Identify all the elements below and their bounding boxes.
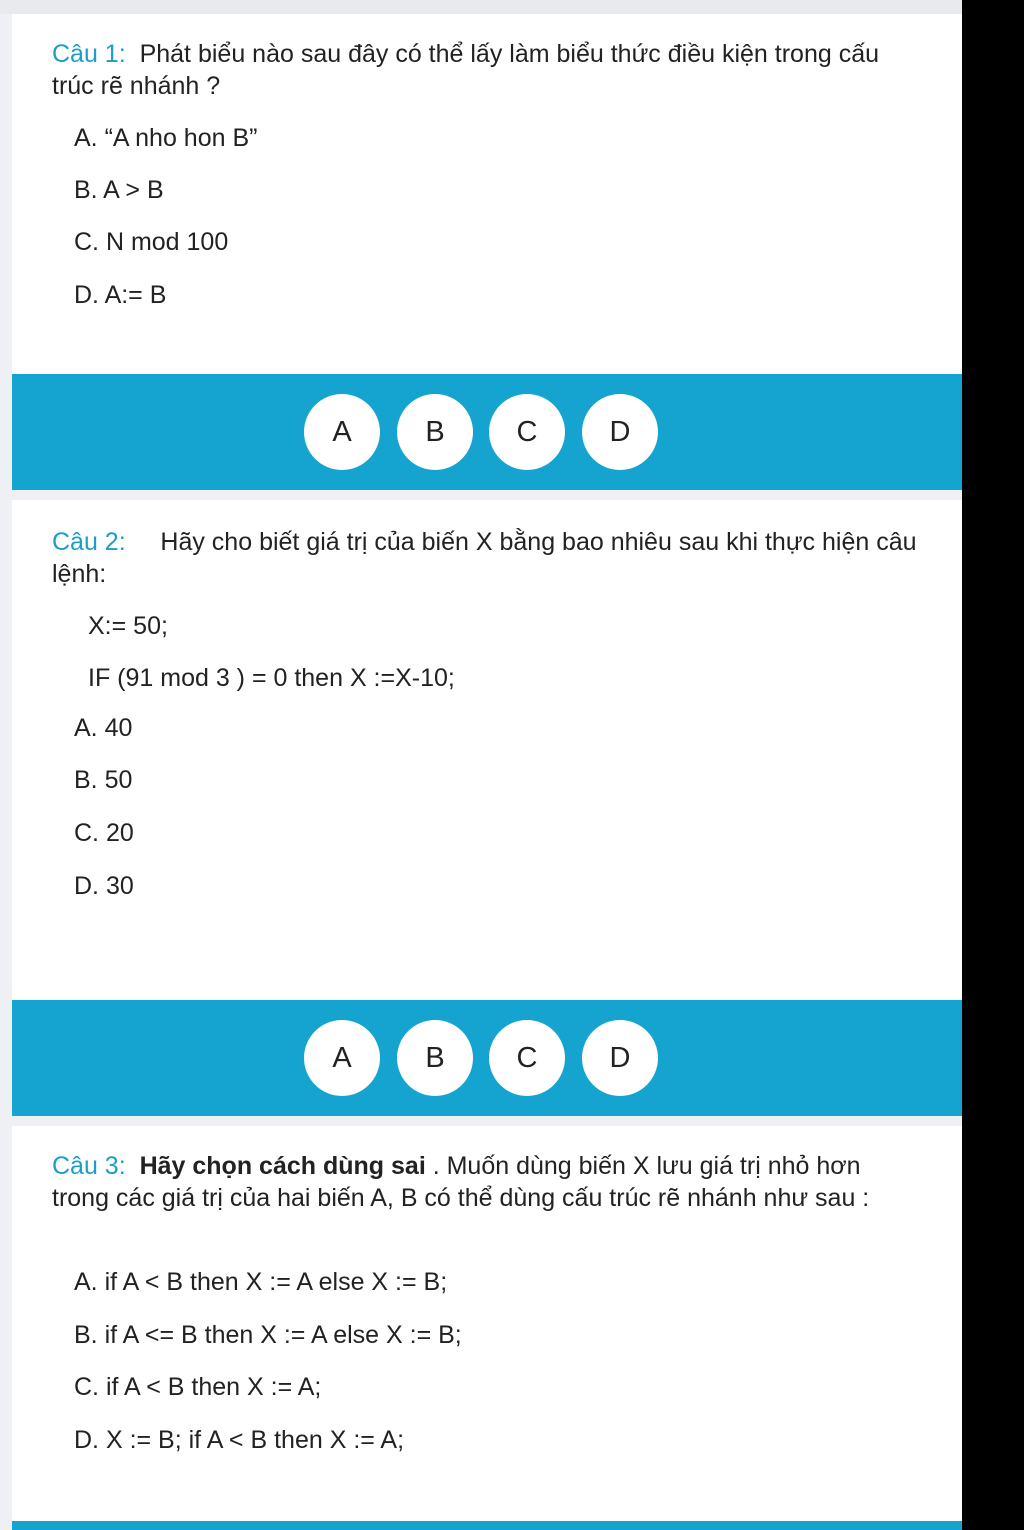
answer-2-button-b[interactable]: B bbox=[397, 1020, 473, 1096]
answer-2-button-c[interactable]: C bbox=[489, 1020, 565, 1096]
question-3-option-c: C. if A < B then X := A; bbox=[74, 1373, 322, 1401]
question-2-label: Câu 2: bbox=[52, 528, 126, 556]
question-1-body: Phát biểu nào sau đây có thể lấy làm biểu thức điều kiện trong cấu trúc rẽ nhánh ? bbox=[52, 40, 880, 100]
answer-bar-2 bbox=[12, 1000, 962, 1116]
question-1-option-c: C. N mod 100 bbox=[74, 228, 229, 256]
answer-bar-1 bbox=[12, 374, 962, 490]
question-3-bold-text: Hãy chọn cách dùng sai bbox=[139, 1152, 426, 1180]
answer-1-button-d[interactable]: D bbox=[582, 394, 658, 470]
answer-2-button-d[interactable]: D bbox=[582, 1020, 658, 1096]
question-2-code-line-1: X:= 50; bbox=[88, 612, 168, 640]
question-3-option-a: A. if A < B then X := A else X := B; bbox=[74, 1268, 448, 1296]
question-2-option-b: B. 50 bbox=[74, 766, 133, 794]
top-strip bbox=[0, 0, 962, 14]
question-card-3 bbox=[12, 1126, 962, 1521]
question-2-option-a: A. 40 bbox=[74, 714, 133, 742]
question-3-label: Câu 3: bbox=[52, 1152, 126, 1180]
question-1-option-b: B. A > B bbox=[74, 176, 164, 204]
question-3-option-d: D. X := B; if A < B then X := A; bbox=[74, 1426, 405, 1454]
answer-bar-3-edge bbox=[12, 1521, 962, 1530]
answer-1-button-c[interactable]: C bbox=[489, 394, 565, 470]
question-1-option-a: A. “A nho hon B” bbox=[74, 124, 258, 152]
question-card-1 bbox=[12, 14, 962, 374]
question-1-text bbox=[52, 38, 922, 102]
answer-1-button-a[interactable]: A bbox=[304, 394, 380, 470]
question-2-text bbox=[52, 526, 922, 590]
right-rail bbox=[962, 0, 1024, 1530]
question-3-option-b: B. if A <= B then X := A else X := B; bbox=[74, 1321, 462, 1349]
question-card-2 bbox=[12, 500, 962, 1000]
question-2-option-c: C. 20 bbox=[74, 819, 134, 847]
question-3-text bbox=[52, 1150, 922, 1214]
question-1-option-d: D. A:= B bbox=[74, 281, 167, 309]
question-2-option-d: D. 30 bbox=[74, 872, 134, 900]
question-2-code-line-2: IF (91 mod 3 ) = 0 then X :=X-10; bbox=[88, 664, 455, 692]
question-2-body: Hãy cho biết giá trị của biến X bằng bao nhiêu sau khi thực hiện câu lệnh: bbox=[52, 528, 917, 588]
question-3-body: . Muốn dùng biến X lưu giá trị nhỏ hơn trong các giá trị của hai biến A, B có thể dùng cấu trúc rẽ nhánh như sau : bbox=[52, 1152, 870, 1212]
answer-2-button-a[interactable]: A bbox=[304, 1020, 380, 1096]
question-1-label: Câu 1: bbox=[52, 40, 126, 68]
answer-1-button-b[interactable]: B bbox=[397, 394, 473, 470]
